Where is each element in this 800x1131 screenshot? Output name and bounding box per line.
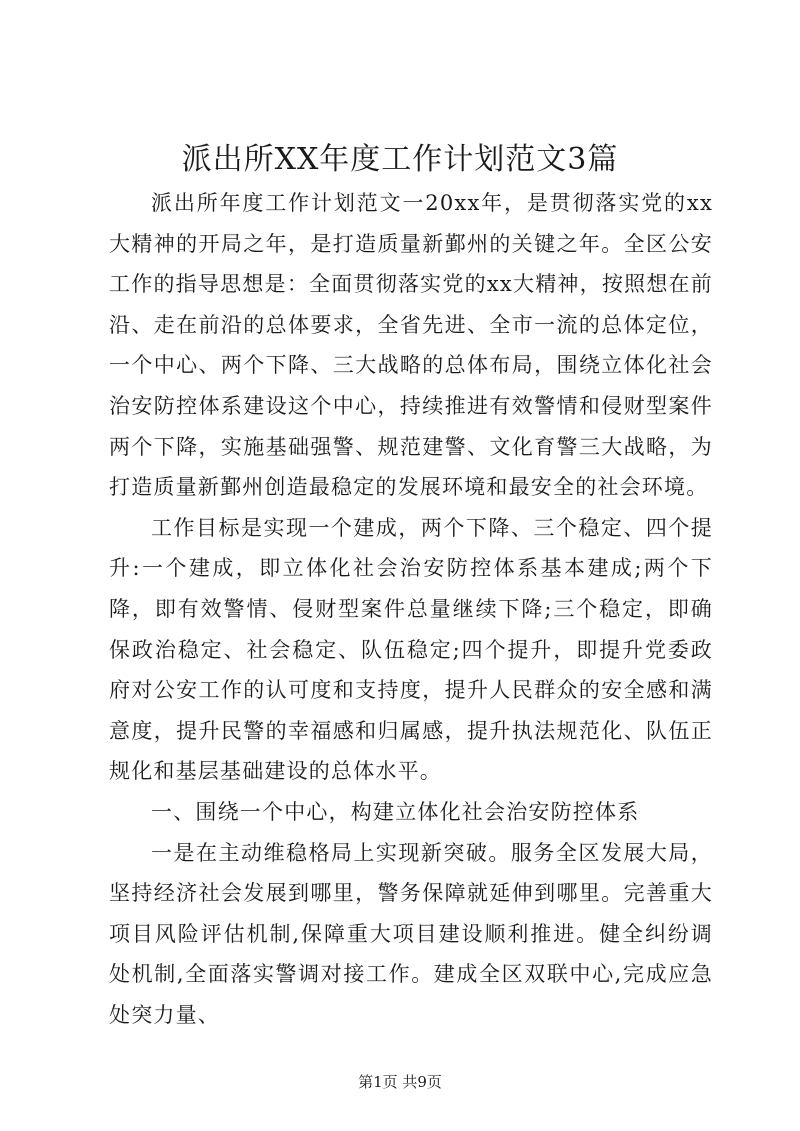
section-heading-one: 一、围绕一个中心，构建立体化社会治安防控体系 bbox=[151, 799, 640, 824]
document-body bbox=[109, 183, 713, 1035]
page-footer: 第1页 共9页 bbox=[358, 1073, 442, 1091]
paragraph-stability: 一是在主动维稳格局上实现新突破。服务全区发展大局，坚持经济社会发展到哪里，警务保障就延伸到哪里。完善重大项目风险评估机制,保障重大项目建设顺利推进。健全纠纷调处机制,全面落实警调对接工作。建成全区双联中心,完成应急处突力量、 bbox=[109, 840, 713, 1027]
paragraph-goals: 工作目标是实现一个建成，两个下降、三个稳定、四个提升:一个建成，即立体化社会治安防控体系基本建成;两个下降，即有效警情、侵财型案件总量继续下降;三个稳定，即确保政治稳定、社会稳定、队伍稳定;四个提升，即提升党委政府对公安工作的认可度和支持度，提升人民群众的安全感和满意度，提升民警的幸福感和归属感，提升执法规范化、队伍正规化和基层基础建设的总体水平。 bbox=[109, 515, 713, 784]
paragraph-intro: 派出所年度工作计划范文一20xx年，是贯彻落实党的xx大精神的开局之年，是打造质量新鄞州的关键之年。全区公安工作的指导思想是：全面贯彻落实党的xx大精神，按照想在前沿、走在前沿的总体要求，全省先进、全市一流的总体定位，一个中心、两个下降、三大战略的总体布局，围绕立体化社会治安防控体系建设这个中心，持续推进有效警情和侵财型案件两个下降，实施基础强警、规范建警、文化育警三大战略，为打造质量新鄞州创造最稳定的发展环境和最安全的社会环境。 bbox=[109, 191, 713, 500]
document-title: 派出所XX年度工作计划范文3篇 bbox=[181, 142, 619, 177]
